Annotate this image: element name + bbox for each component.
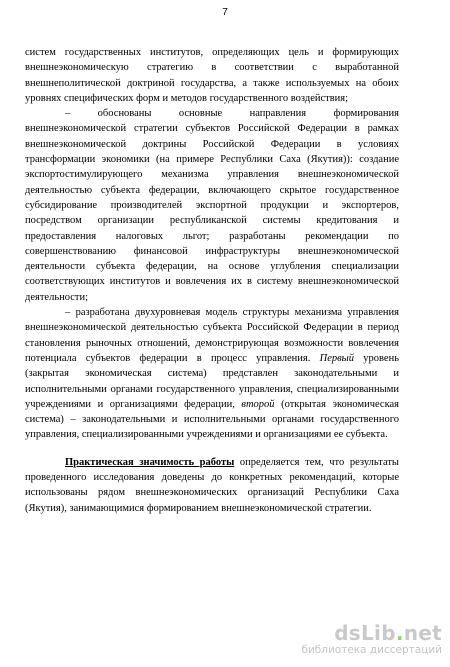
watermark-subtitle: библиотека диссертаций [301, 644, 442, 656]
paragraph: систем государственных институтов, определяющих цель и формирующих внешнеэкономическую стратегию в соответствии с выработанной внешнеполитической доктриной государства, а также используемых на обоих уровнях специфических форм и методов государственного воздействия; [25, 47, 399, 104]
watermark [301, 622, 442, 657]
page-number: 7 [222, 7, 228, 18]
emphasis-second: второй [241, 398, 275, 410]
paragraph-text: – разработана двухуровневая модель структуры механизма управления внешнеэкономической деятельностью субъекта Российской Федерации в период становления рыночных отношений, демонстрирующая возможности вовлечения потенциала субъектов федерации в процесс управления. [25, 307, 399, 364]
watermark-logo: dsLib.net [334, 621, 442, 645]
section-heading-practical-significance: Практическая значимость работы [65, 456, 235, 468]
paragraph [25, 455, 399, 516]
paragraph-text: определяется тем, что результаты проведенного исследования доведены до конкретных рекомендаций, которые использованы рядом внешнеэкономических организаций Республики Саха (Якутия), занимающимися формированием внешнеэкономической стратегии. [25, 456, 399, 514]
emphasis-first: Первый [319, 352, 355, 364]
paragraph [25, 305, 399, 443]
paragraph-text: (открытая экономическая система) – законодательными и исполнительными органами государственного управления, специализированными учреждениями и организациями ее субъекта. [25, 398, 399, 441]
document-body [25, 45, 399, 516]
paragraph-text: уровень (закрытая экономическая система) представлен законодательными и исполнительными органами государственного управления, специализированными учреждениями и организациями федерации, [25, 352, 399, 410]
paragraph: – обоснованы основные направления формирования внешнеэкономической стратегии субъектов Российской Федерации в рамках внешнеэкономической доктрины Российской Федерации в условиях трансформации экономики (на примере Республики Саха (Якутия)): создание экспортостимулирующего механизма управления внешнеэкономической деятельностью субъекта федерации, включающего скрытое государственное субсидирование производителей экспортной продукции и экспортеров, посредством организации республиканской системы кредитования и предоставления налоговых льгот; разработаны рекомендации по совершенствованию финансовой инфраструктуры внешнеэкономической деятельности субъекта федерации, на основе углубления специализации соответствующих институтов и вовлечения их в систему внешнеэкономической деятельности; [25, 108, 399, 303]
